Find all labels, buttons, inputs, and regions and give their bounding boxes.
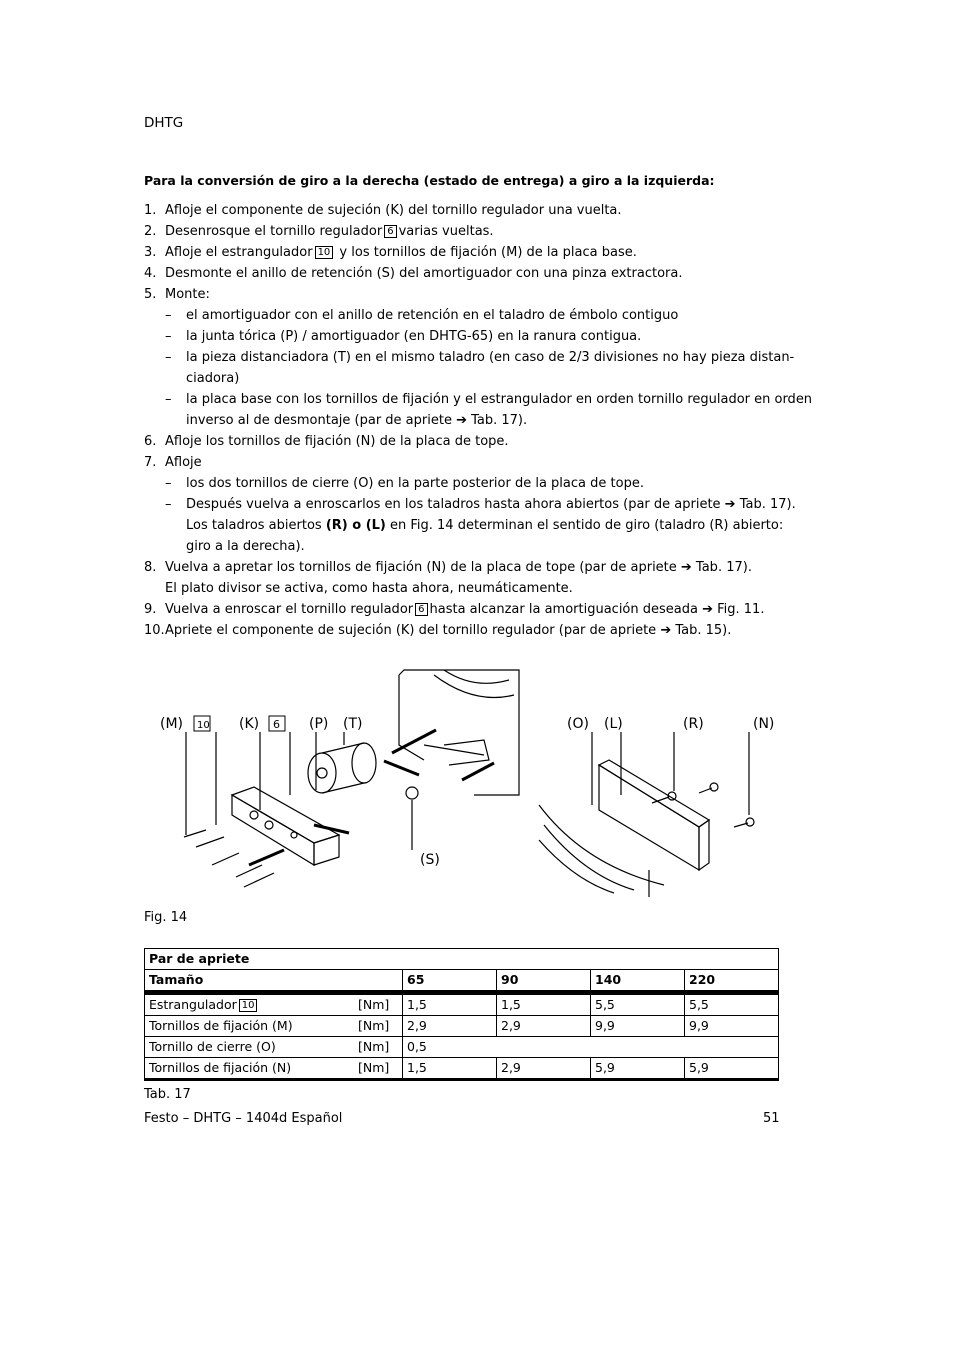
label-r: (R) xyxy=(683,716,704,732)
step-number: 7. xyxy=(144,455,157,470)
list-item xyxy=(144,284,784,305)
continuation-text: El plato divisor se activa, como hasta ahora, neumáticamente. xyxy=(165,581,573,596)
size-header: 220 xyxy=(685,970,779,993)
list-item xyxy=(144,578,784,599)
size-header: 90 xyxy=(497,970,591,993)
step-text: la pieza distanciadora (T) en el mismo taladro (en caso de 2/3 divisiones no hay pieza distan- xyxy=(186,350,795,365)
row-label xyxy=(145,1037,355,1058)
instruction-list xyxy=(144,200,813,641)
step-text xyxy=(165,221,494,242)
document-header: DHTG xyxy=(144,115,184,131)
dash-bullet: – xyxy=(165,329,172,344)
table-row xyxy=(145,1016,779,1037)
step-text-post: varias vueltas. xyxy=(398,224,494,239)
list-item xyxy=(144,347,795,368)
table-cell: 0,5 xyxy=(403,1037,779,1058)
section-heading: Para la conversión de giro a la derecha (estado de entrega) a giro a la izquierda: xyxy=(144,173,715,188)
screws-right xyxy=(652,783,754,827)
table-row xyxy=(145,1058,779,1080)
label-10: 10 xyxy=(197,720,210,731)
label-n: (N) xyxy=(753,716,775,732)
list-item xyxy=(144,200,784,221)
label-o: (O) xyxy=(567,716,589,732)
list-item xyxy=(144,557,784,578)
row-unit: [Nm] xyxy=(354,1037,403,1058)
table-title-row xyxy=(145,949,779,970)
reference-box: 6 xyxy=(415,603,427,616)
step-number: 1. xyxy=(144,203,157,218)
size-label: Tamaño xyxy=(145,970,403,993)
continuation-text xyxy=(186,515,783,536)
label-m: (M) xyxy=(160,716,184,732)
label-p: (P) xyxy=(309,716,329,732)
step-number: 9. xyxy=(144,602,157,617)
step-text: el amortiguador con el anillo de retención en el taladro de émbolo contiguo xyxy=(186,308,679,323)
list-item xyxy=(144,368,784,389)
step-text: los dos tornillos de cierre (O) en la parte posterior de la placa de tope. xyxy=(186,476,644,491)
step-text: Afloje el componente de sujeción (K) del tornillo regulador una vuelta. xyxy=(165,203,622,218)
cont-post: en Fig. 14 determinan el sentido de giro (taladro (R) abierto: xyxy=(385,518,784,533)
step-text: Afloje los tornillos de fijación (N) de la placa de tope. xyxy=(165,434,509,449)
dash-bullet: – xyxy=(165,392,172,407)
list-item xyxy=(144,536,784,557)
step-text: la junta tórica (P) / amortiguador (en DHTG-65) en la ranura contigua. xyxy=(186,329,642,344)
table-header-row xyxy=(145,970,779,993)
continuation-text: ciadora) xyxy=(186,371,240,386)
list-item xyxy=(144,221,784,242)
list-item xyxy=(144,515,784,536)
damper-spacer xyxy=(308,743,376,793)
retaining-ring xyxy=(406,787,418,799)
label-t: (T) xyxy=(343,716,363,732)
table-title: Par de apriete xyxy=(145,949,779,970)
table-cell: 1,5 xyxy=(497,993,591,1016)
step-number: 6. xyxy=(144,434,157,449)
table-row xyxy=(145,993,779,1016)
dash-bullet: – xyxy=(165,497,172,512)
row-label-text: Tornillos de fijación (N) xyxy=(149,1060,292,1075)
table-cell: 5,5 xyxy=(685,993,779,1016)
step-number: 2. xyxy=(144,224,157,239)
indexing-table-housing xyxy=(399,670,519,795)
step-number: 8. xyxy=(144,560,157,575)
list-item xyxy=(144,494,796,515)
label-k: (K) xyxy=(239,716,260,732)
row-label-text: Tornillos de fijación (M) xyxy=(149,1018,293,1033)
table-cell: 1,5 xyxy=(403,993,497,1016)
page-number: 51 xyxy=(763,1111,780,1126)
step-text: Desmonte el anillo de retención (S) del amortiguador con una pinza extractora. xyxy=(165,266,683,281)
table-caption: Tab. 17 xyxy=(144,1087,191,1102)
row-label xyxy=(145,993,355,1016)
label-s: (S) xyxy=(420,852,440,868)
indexing-table-disc xyxy=(539,805,664,897)
reference-box: 10 xyxy=(239,999,258,1012)
step-number: 3. xyxy=(144,245,157,260)
table-cell: 5,9 xyxy=(685,1058,779,1080)
footer-text: Festo – DHTG – 1404d Español xyxy=(144,1111,343,1126)
row-unit: [Nm] xyxy=(354,1058,403,1080)
step-text: la placa base con los tornillos de fijación y el estrangulador en orden tornillo regulador en orden xyxy=(186,392,813,407)
dash-bullet: – xyxy=(165,476,172,491)
list-item xyxy=(144,326,784,347)
step-number: 4. xyxy=(144,266,157,281)
label-6: 6 xyxy=(273,718,280,731)
table-cell: 9,9 xyxy=(591,1016,685,1037)
torque-table xyxy=(144,948,779,1081)
label-l: (L) xyxy=(604,716,623,732)
list-item xyxy=(144,620,784,641)
cont-pre: Los taladros abiertos xyxy=(186,518,326,533)
row-label-text: Estrangulador xyxy=(149,997,237,1012)
list-item xyxy=(144,599,784,620)
step-text: Después vuelva a enroscarlos en los taladros hasta ahora abiertos (par de apriete ➔ Tab. 17). xyxy=(186,497,796,512)
step-text xyxy=(165,599,764,620)
step-text: Monte: xyxy=(165,287,210,302)
row-label-text: Tornillo de cierre (O) xyxy=(149,1039,276,1054)
step-text-pre: Afloje el estrangulador xyxy=(165,245,313,260)
step-text xyxy=(165,242,637,263)
step-text: Vuelva a apretar los tornillos de fijación (N) de la placa de tope (par de apriete ➔ Tab. 17). xyxy=(165,560,752,575)
size-header: 140 xyxy=(591,970,685,993)
table-cell: 2,9 xyxy=(497,1016,591,1037)
table-cell: 9,9 xyxy=(685,1016,779,1037)
figure-caption: Fig. 14 xyxy=(144,910,188,925)
step-text-post: hasta alcanzar la amortiguación deseada ➔ Fig. 11. xyxy=(429,602,765,617)
continuation-text: giro a la derecha). xyxy=(186,539,305,554)
table-cell: 2,9 xyxy=(403,1016,497,1037)
list-item xyxy=(144,242,784,263)
step-text: Afloje xyxy=(165,455,202,470)
step-text-pre: Desenrosque el tornillo regulador xyxy=(165,224,383,239)
row-label xyxy=(145,1016,355,1037)
step-text-pre: Vuelva a enroscar el tornillo regulador xyxy=(165,602,414,617)
reference-box: 6 xyxy=(384,225,396,238)
table-cell: 2,9 xyxy=(497,1058,591,1080)
continuation-text: inverso al de desmontaje (par de apriete ➔ Tab. 17). xyxy=(186,413,528,428)
list-item xyxy=(144,305,784,326)
list-item xyxy=(144,410,784,431)
row-unit: [Nm] xyxy=(354,993,403,1016)
list-item xyxy=(144,389,813,410)
list-item xyxy=(144,473,784,494)
reference-box: 10 xyxy=(315,246,334,259)
cont-bold: (R) o (L) xyxy=(325,518,386,533)
table-row xyxy=(145,1037,779,1058)
dash-bullet: – xyxy=(165,350,172,365)
row-label xyxy=(145,1058,355,1080)
dash-bullet: – xyxy=(165,308,172,323)
figure-14-illustration xyxy=(144,665,784,905)
step-number: 5. xyxy=(144,287,157,302)
table-cell: 1,5 xyxy=(403,1058,497,1080)
step-text: Apriete el componente de sujeción (K) del tornillo regulador (par de apriete ➔ Tab. 15). xyxy=(165,623,732,638)
table-cell: 5,5 xyxy=(591,993,685,1016)
list-item xyxy=(144,452,784,473)
step-text-post: y los tornillos de fijación (M) de la placa base. xyxy=(335,245,637,260)
list-item xyxy=(144,263,784,284)
size-header: 65 xyxy=(403,970,497,993)
list-item xyxy=(144,431,784,452)
row-unit: [Nm] xyxy=(354,1016,403,1037)
table-cell: 5,9 xyxy=(591,1058,685,1080)
step-number: 10. xyxy=(144,623,165,638)
